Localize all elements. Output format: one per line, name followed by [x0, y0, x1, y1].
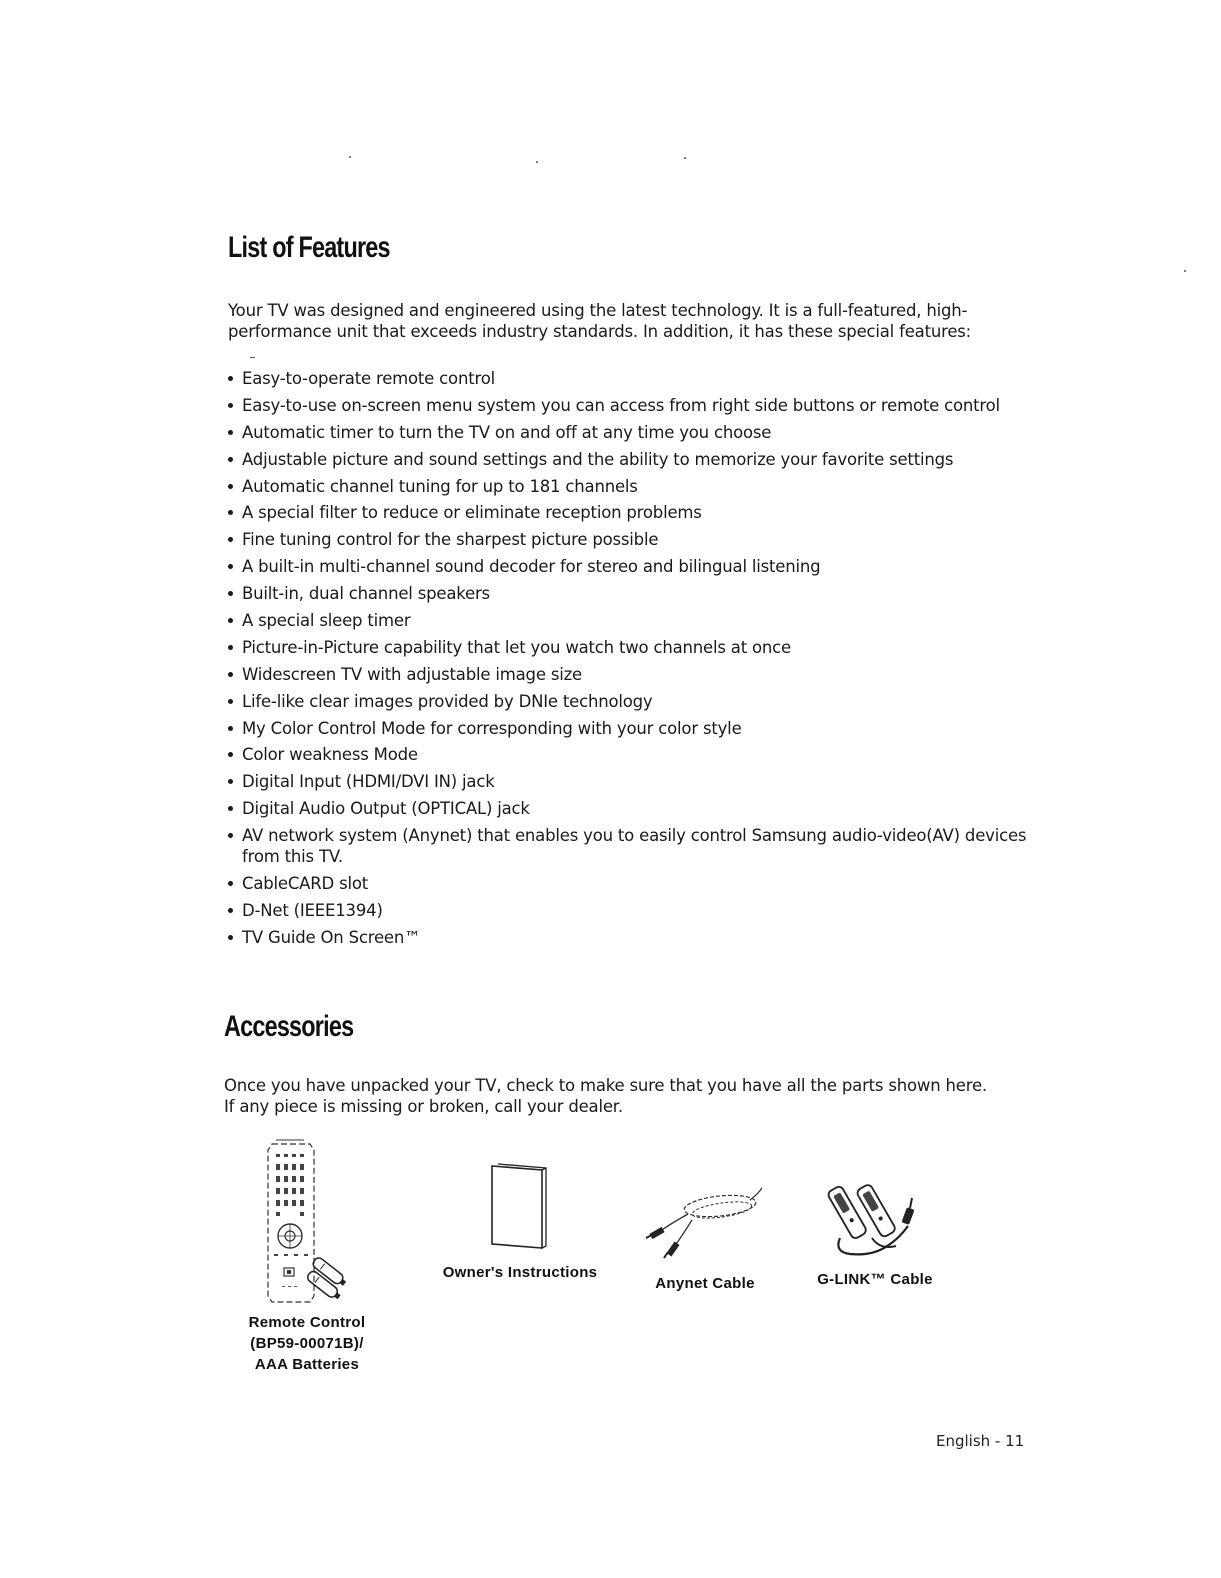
list-item: CableCARD slot	[228, 873, 1058, 894]
list-item: Picture-in-Picture capability that let you watch two channels at once	[228, 637, 1058, 658]
list-item: Digital Audio Output (OPTICAL) jack	[228, 798, 1058, 819]
list-item: Color weakness Mode	[228, 744, 1058, 765]
list-item: Digital Input (HDMI/DVI IN) jack	[228, 771, 1058, 792]
scan-speck	[684, 157, 686, 159]
scan-speck	[349, 156, 351, 158]
scan-speck	[250, 357, 255, 358]
manual-label: Owner's Instructions	[442, 1264, 598, 1281]
accessory-g-link-cable	[800, 1176, 950, 1290]
list-item: D-Net (IEEE1394)	[228, 900, 1058, 921]
remote-label-line3: AAA Batteries	[254, 1356, 360, 1373]
list-item: Adjustable picture and sound settings and the ability to memorize your favorite settings	[228, 449, 1058, 470]
booklet-icon	[432, 1160, 608, 1252]
list-item: A built-in multi-channel sound decoder for stereo and bilingual listening	[228, 556, 1058, 577]
accessory-anynet-cable	[630, 1180, 780, 1294]
remote-label-line1: Remote Control	[248, 1314, 366, 1331]
list-item: Easy-to-operate remote control	[228, 368, 1058, 389]
list-item: A special filter to reduce or eliminate reception problems	[228, 502, 1058, 523]
features-intro: Your TV was designed and engineered using the latest technology. It is a full-featured, high-performance unit that exceeds industry standards. In addition, it has these special features:	[228, 301, 972, 341]
features-heading: List of Features	[228, 231, 390, 264]
scan-speck	[536, 161, 538, 163]
list-item: Life-like clear images provided by DNIe technology	[228, 691, 1058, 712]
anynet-cable-label: Anynet Cable	[655, 1275, 755, 1292]
g-link-cable-label: G-LINK™ Cable	[817, 1271, 933, 1288]
accessory-remote	[232, 1136, 382, 1375]
list-item: Automatic channel tuning for up to 181 channels	[228, 476, 1058, 497]
remote-control-icon	[232, 1136, 382, 1308]
accessory-manual	[432, 1160, 608, 1283]
list-item: Widescreen TV with adjustable image size	[228, 664, 1058, 685]
accessories-intro-line2: If any piece is missing or broken, call your dealer.	[224, 1097, 623, 1116]
features-list	[228, 368, 1058, 954]
list-item: Easy-to-use on-screen menu system you can access from right side buttons or remote control	[228, 395, 1058, 416]
list-item: Automatic timer to turn the TV on and off at any time you choose	[228, 422, 1058, 443]
accessories-intro-line1: Once you have unpacked your TV, check to make sure that you have all the parts shown here.	[224, 1076, 987, 1095]
list-item: A special sleep timer	[228, 610, 1058, 631]
list-item: Built-in, dual channel speakers	[228, 583, 1058, 604]
g-link-cable-icon	[800, 1176, 950, 1260]
scan-speck	[1184, 270, 1186, 272]
list-item: TV Guide On Screen™	[228, 927, 1058, 948]
page-number: English - 11	[936, 1432, 1025, 1450]
remote-label-line2: (BP59-00071B)/	[250, 1335, 364, 1352]
list-item: Fine tuning control for the sharpest picture possible	[228, 529, 1058, 550]
accessories-heading: Accessories	[224, 1010, 354, 1043]
list-item: AV network system (Anynet) that enables you to easily control Samsung audio-video(AV) devices from this TV.	[228, 825, 1058, 867]
cable-icon	[630, 1180, 780, 1260]
list-item: My Color Control Mode for corresponding with your color style	[228, 718, 1058, 739]
